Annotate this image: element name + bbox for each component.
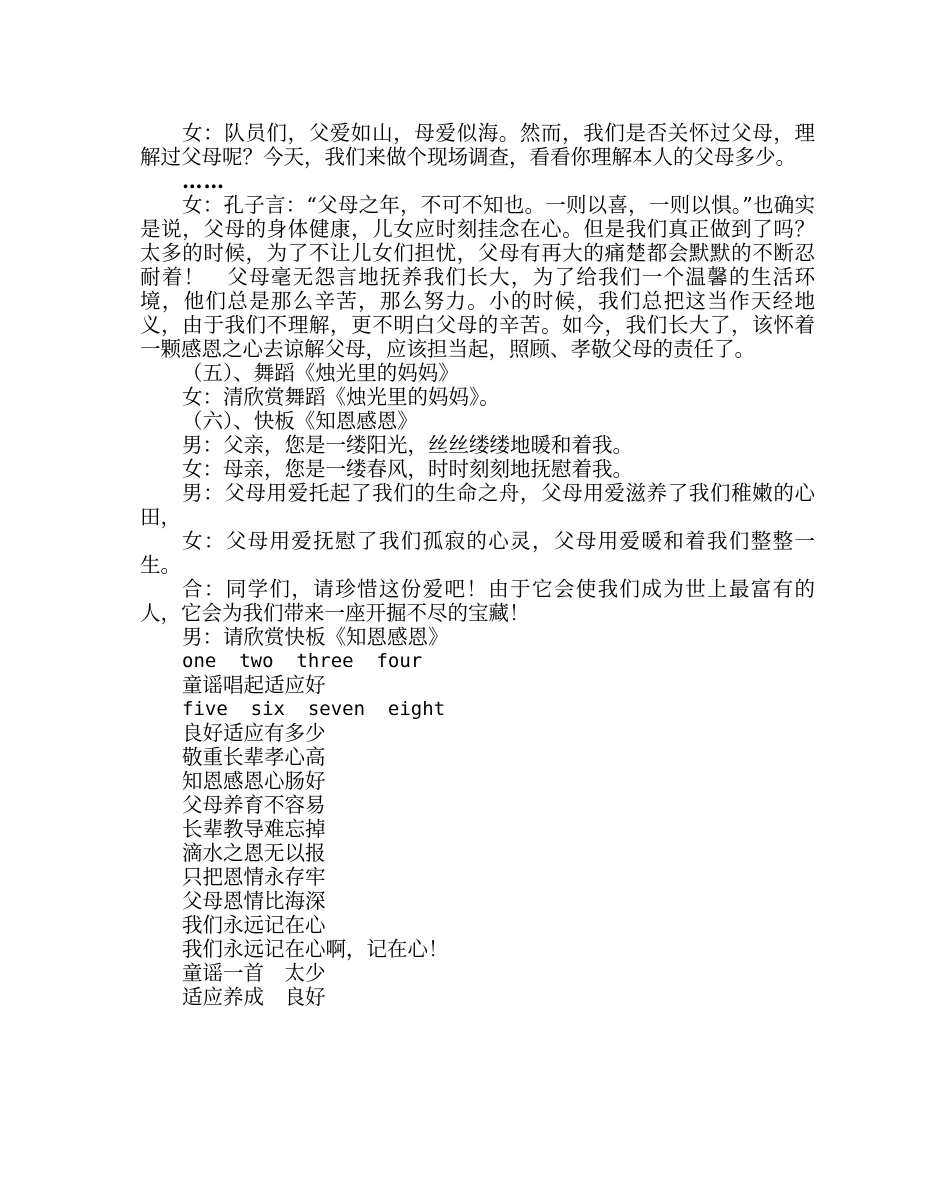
paragraph-kuaiban-intro: 男：请欣赏快板《知恩感恩》 (182, 625, 449, 649)
verse-line: 我们永远记在心 (182, 913, 326, 937)
verse-line: 父母养育不容易 (182, 793, 326, 817)
verse-line: 只把恩情永存牢 (182, 865, 326, 889)
section-heading-dance: （五）、舞蹈《烛光里的妈妈》 (182, 361, 459, 385)
verse-line: 童谣唱起适应好 (182, 673, 326, 697)
section-heading-kuaiban: （六）、快板《知恩感恩》 (182, 409, 418, 433)
verse-line: 童谣一首 太少 (182, 961, 326, 985)
verse-line: one two three four (182, 650, 423, 672)
paragraph-together: 合：同学们，请珍惜这份爱吧！由于它会使我们成为世上最富有的人，它会为我们带来一座开掘不尽的宝藏！ (140, 577, 815, 625)
paragraph-male-line: 男：父母用爱托起了我们的生命之舟，父母用爱滋养了我们稚嫩的心田， (140, 481, 815, 529)
paragraph-mother: 女：母亲，您是一缕春风，时时刻刻地抚慰着我。 (182, 457, 633, 481)
ellipsis: …… (182, 169, 225, 193)
verse-line: 知恩感恩心肠好 (182, 769, 326, 793)
verse-line: 适应养成 良好 (182, 985, 326, 1009)
verse-line: 父母恩情比海深 (182, 889, 326, 913)
paragraph-confucius: 女：孔子言：“父母之年，不可不知也。一则以喜，一则以惧。”也确实是说，父母的身体健康，儿女应时刻挂念在心。但是我们真正做到了吗？太多的时候，为了不让儿女们担忧，父母有再大的痛楚都会默默的不断忍耐着！ 父母毫无怨言地抚养我们长大，为了给我们一个温馨的生活环境，他们总是那么辛苦，那么努力。小的时候，我们总把这当作天经地义，由于我们不理解，更不明白父母的辛苦。如今，我们长大了，该怀着一颗感恩之心去谅解父母，应该担当起，照顾、孝敬父母的责任了。 (140, 193, 815, 361)
verse-line: 敬重长辈孝心高 (182, 745, 326, 769)
verse-line: 滴水之恩无以报 (182, 841, 326, 865)
paragraph-dance-intro: 女：清欣赏舞蹈《烛光里的妈妈》。 (182, 385, 500, 409)
paragraph-intro: 女：队员们，父爱如山，母爱似海。然而，我们是否关怀过父母，理解过父母呢？今天，我们来做个现场调查，看看你理解本人的父母多少。 (140, 121, 815, 169)
document-body (140, 121, 815, 1009)
verse-line: five six seven eight (182, 698, 446, 720)
paragraph-father: 男：父亲，您是一缕阳光，丝丝缕缕地暖和着我。 (182, 433, 633, 457)
verse-line: 良好适应有多少 (182, 721, 326, 745)
verse-line: 长辈教导难忘掉 (182, 817, 326, 841)
verse-line: 我们永远记在心啊，记在心！ (182, 937, 449, 961)
paragraph-female-line: 女：父母用爱抚慰了我们孤寂的心灵，父母用爱暖和着我们整整一生。 (140, 529, 815, 577)
